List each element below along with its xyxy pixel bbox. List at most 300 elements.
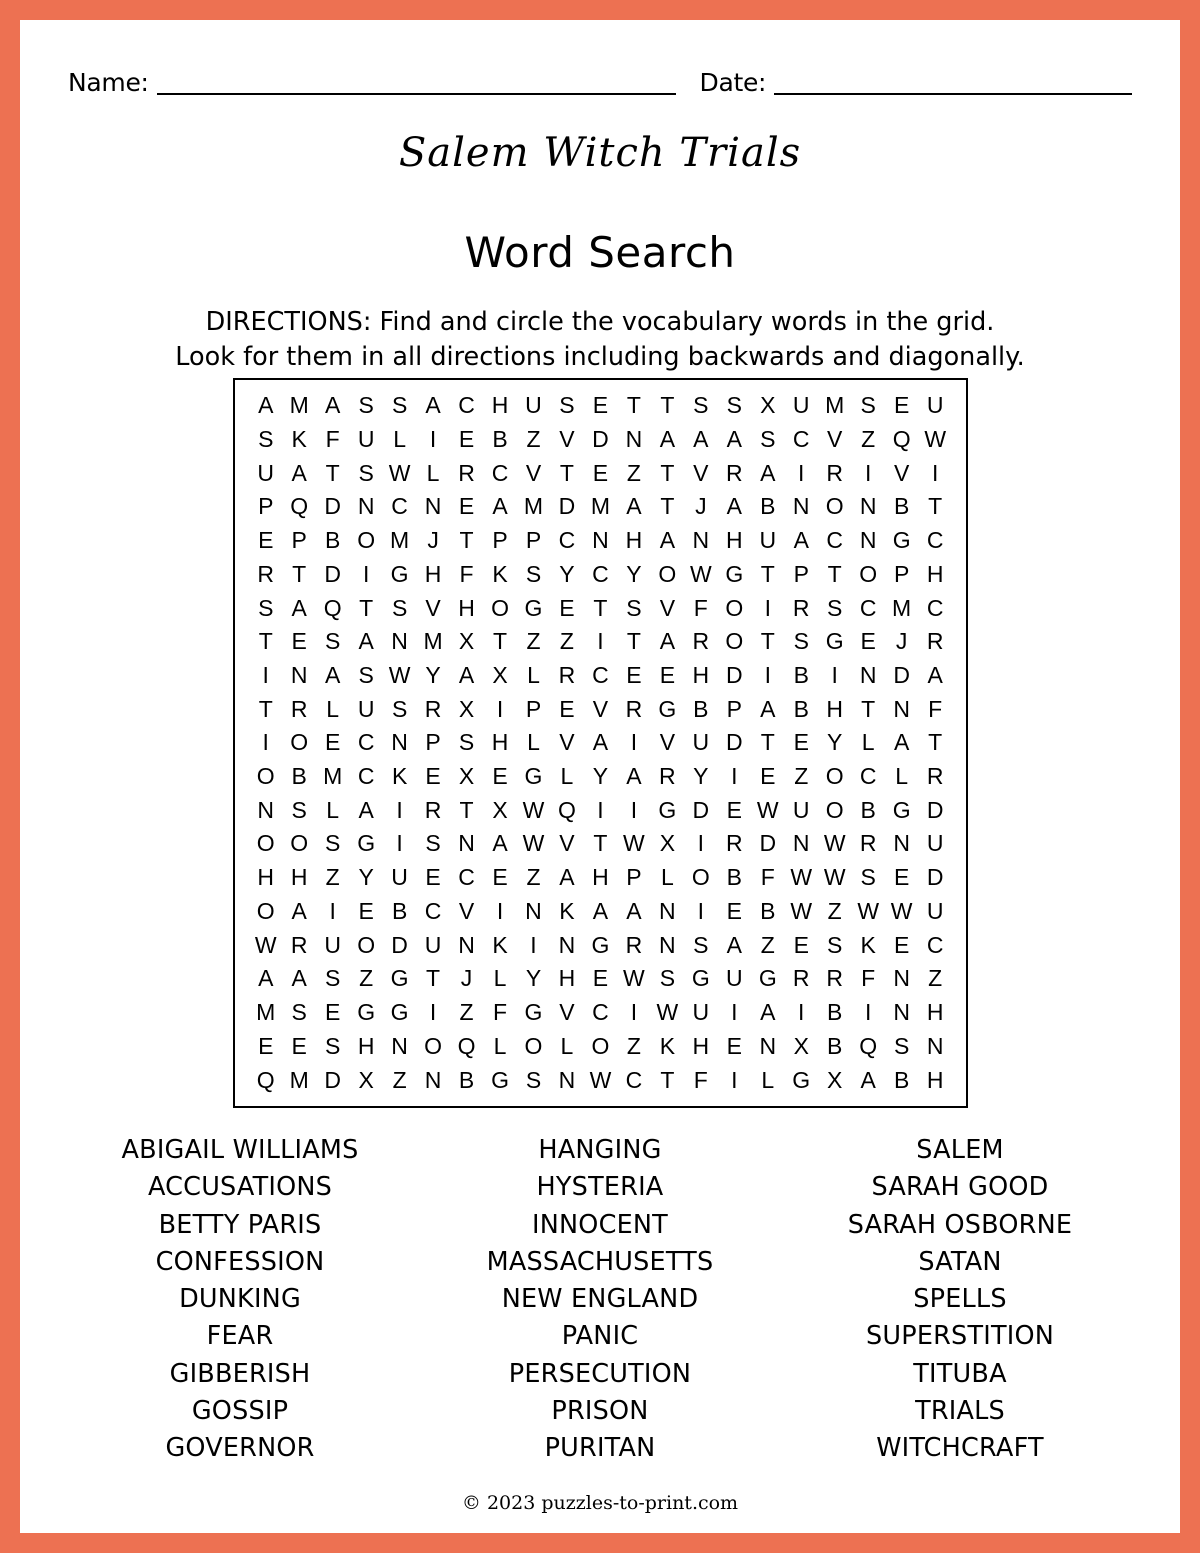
grid-cell[interactable]: Z: [526, 864, 541, 891]
grid-cell[interactable]: T: [258, 628, 273, 655]
grid-cell[interactable]: S: [525, 1066, 542, 1093]
grid-cell[interactable]: Z: [392, 1066, 407, 1093]
grid-cell[interactable]: E: [726, 796, 742, 823]
grid-cell[interactable]: V: [693, 459, 709, 486]
grid-cell[interactable]: N: [859, 493, 877, 520]
grid-cell[interactable]: I: [597, 628, 604, 655]
grid-cell[interactable]: P: [525, 695, 542, 722]
grid-cell[interactable]: H: [692, 1032, 710, 1059]
grid-cell[interactable]: G: [825, 628, 844, 655]
grid-cell[interactable]: L: [895, 763, 909, 790]
grid-cell[interactable]: S: [726, 392, 742, 419]
grid-cell[interactable]: M: [423, 628, 443, 655]
grid-cell[interactable]: S: [391, 392, 408, 419]
grid-cell[interactable]: C: [424, 897, 442, 924]
grid-cell[interactable]: E: [559, 594, 575, 621]
grid-cell[interactable]: C: [357, 729, 375, 756]
grid-cell[interactable]: W: [388, 661, 411, 688]
grid-cell[interactable]: V: [893, 459, 910, 486]
grid-cell[interactable]: W: [823, 830, 846, 857]
grid-cell[interactable]: P: [793, 560, 809, 587]
grid-cell[interactable]: G: [390, 965, 409, 992]
grid-cell[interactable]: P: [626, 864, 642, 891]
grid-cell[interactable]: U: [692, 999, 710, 1025]
grid-cell[interactable]: U: [792, 796, 810, 823]
grid-cell[interactable]: M: [390, 527, 410, 554]
grid-cell[interactable]: T: [325, 459, 340, 486]
grid-cell[interactable]: B: [693, 695, 709, 722]
grid-cell[interactable]: G: [491, 1066, 509, 1093]
grid-cell[interactable]: G: [524, 999, 543, 1025]
grid-cell[interactable]: H: [491, 392, 509, 419]
word-list-item[interactable]: GOVERNOR: [165, 1433, 315, 1464]
grid-cell[interactable]: T: [459, 796, 474, 823]
word-list-item[interactable]: PURITAN: [544, 1433, 656, 1464]
grid-cell[interactable]: I: [798, 459, 805, 486]
grid-cell[interactable]: S: [258, 594, 274, 621]
word-list-item[interactable]: HYSTERIA: [536, 1172, 664, 1203]
grid-cell[interactable]: P: [258, 493, 274, 520]
grid-cell[interactable]: V: [827, 426, 843, 453]
grid-cell[interactable]: R: [458, 459, 475, 486]
grid-cell[interactable]: W: [924, 426, 947, 453]
grid-cell[interactable]: A: [358, 796, 374, 823]
grid-cell[interactable]: N: [424, 1066, 442, 1093]
grid-cell[interactable]: H: [290, 864, 308, 891]
grid-cell[interactable]: M: [825, 392, 845, 419]
grid-cell[interactable]: I: [530, 931, 537, 958]
grid-cell[interactable]: U: [357, 695, 375, 722]
grid-cell[interactable]: N: [659, 931, 676, 958]
grid-cell[interactable]: T: [593, 594, 608, 621]
grid-cell[interactable]: Z: [626, 1032, 641, 1059]
grid-cell[interactable]: R: [659, 763, 676, 790]
grid-cell[interactable]: T: [660, 392, 675, 419]
grid-cell[interactable]: N: [391, 1032, 408, 1059]
grid-cell[interactable]: P: [492, 527, 508, 554]
grid-cell[interactable]: S: [325, 1032, 341, 1059]
grid-cell[interactable]: R: [859, 830, 877, 857]
grid-cell[interactable]: I: [731, 1066, 738, 1093]
grid-cell[interactable]: W: [522, 796, 545, 823]
grid-cell[interactable]: C: [926, 931, 944, 958]
grid-cell[interactable]: Q: [457, 1032, 476, 1059]
grid-cell[interactable]: I: [496, 897, 504, 924]
grid-cell[interactable]: E: [592, 459, 609, 486]
name-write-line[interactable]: [157, 92, 676, 95]
grid-cell[interactable]: G: [691, 965, 710, 992]
grid-cell[interactable]: P: [525, 527, 542, 554]
grid-cell[interactable]: A: [760, 459, 776, 486]
grid-cell[interactable]: R: [725, 459, 743, 486]
grid-cell[interactable]: I: [630, 796, 638, 823]
grid-cell[interactable]: B: [793, 661, 809, 688]
grid-cell[interactable]: S: [693, 931, 709, 958]
grid-cell[interactable]: E: [492, 763, 508, 790]
grid-cell[interactable]: D: [926, 864, 944, 891]
grid-cell[interactable]: O: [825, 763, 844, 790]
grid-cell[interactable]: D: [324, 493, 341, 520]
grid-cell[interactable]: L: [560, 763, 574, 790]
grid-cell[interactable]: E: [425, 864, 441, 891]
grid-cell[interactable]: A: [760, 695, 776, 722]
grid-cell[interactable]: Q: [323, 594, 342, 621]
grid-cell[interactable]: X: [358, 1066, 374, 1093]
grid-cell[interactable]: Z: [827, 897, 842, 924]
grid-cell[interactable]: S: [559, 392, 575, 419]
grid-cell[interactable]: S: [425, 830, 441, 857]
grid-cell[interactable]: I: [630, 999, 638, 1025]
grid-cell[interactable]: I: [931, 459, 939, 486]
grid-cell[interactable]: H: [692, 661, 710, 688]
grid-cell[interactable]: U: [525, 392, 542, 419]
grid-cell[interactable]: C: [926, 527, 944, 554]
word-list-item[interactable]: HANGING: [538, 1135, 662, 1165]
grid-cell[interactable]: C: [859, 594, 877, 621]
grid-cell[interactable]: Q: [256, 1066, 275, 1093]
grid-cell[interactable]: O: [290, 729, 309, 756]
grid-cell[interactable]: X: [492, 796, 508, 823]
grid-cell[interactable]: R: [792, 965, 810, 992]
grid-cell[interactable]: X: [659, 830, 676, 857]
date-write-line[interactable]: [774, 92, 1132, 95]
grid-cell[interactable]: C: [592, 999, 609, 1025]
grid-cell[interactable]: S: [258, 426, 274, 453]
grid-cell[interactable]: E: [793, 931, 809, 958]
grid-cell[interactable]: N: [525, 897, 542, 924]
grid-cell[interactable]: N: [759, 1032, 777, 1059]
grid-cell[interactable]: N: [424, 493, 442, 520]
grid-cell[interactable]: L: [761, 1066, 775, 1093]
word-list-item[interactable]: PRISON: [551, 1396, 649, 1427]
grid-cell[interactable]: D: [324, 1066, 341, 1093]
grid-cell[interactable]: E: [492, 864, 508, 891]
grid-cell[interactable]: S: [827, 594, 843, 621]
grid-cell[interactable]: E: [760, 763, 776, 790]
grid-cell[interactable]: Z: [526, 628, 541, 655]
grid-cell[interactable]: I: [262, 729, 269, 756]
grid-cell[interactable]: A: [860, 1066, 876, 1093]
grid-cell[interactable]: L: [493, 1032, 507, 1059]
grid-cell[interactable]: A: [893, 729, 910, 756]
grid-cell[interactable]: O: [256, 830, 275, 857]
grid-cell[interactable]: N: [893, 999, 910, 1025]
grid-cell[interactable]: B: [893, 1066, 910, 1093]
grid-cell[interactable]: I: [798, 999, 805, 1025]
grid-cell[interactable]: A: [291, 897, 307, 924]
grid-cell[interactable]: Y: [425, 661, 441, 688]
grid-cell[interactable]: I: [831, 661, 838, 688]
grid-cell[interactable]: O: [524, 1032, 543, 1059]
grid-cell[interactable]: W: [823, 864, 846, 891]
grid-cell[interactable]: M: [523, 493, 544, 520]
grid-cell[interactable]: B: [325, 527, 341, 554]
grid-cell[interactable]: G: [892, 796, 911, 823]
grid-cell[interactable]: Z: [526, 426, 541, 453]
grid-cell[interactable]: E: [325, 729, 341, 756]
word-list-item[interactable]: FEAR: [206, 1321, 274, 1352]
grid-cell[interactable]: P: [726, 695, 742, 722]
grid-cell[interactable]: H: [592, 864, 609, 891]
grid-cell[interactable]: N: [692, 527, 710, 554]
grid-cell[interactable]: S: [325, 965, 341, 992]
grid-cell[interactable]: F: [459, 560, 474, 587]
grid-cell[interactable]: N: [893, 965, 910, 992]
grid-cell[interactable]: Y: [525, 965, 542, 992]
grid-cell[interactable]: G: [390, 560, 409, 587]
grid-cell[interactable]: X: [793, 1032, 809, 1059]
grid-cell[interactable]: J: [895, 628, 908, 655]
word-list-item[interactable]: DUNKING: [179, 1284, 301, 1315]
grid-cell[interactable]: A: [458, 661, 475, 688]
grid-cell[interactable]: X: [827, 1066, 843, 1093]
grid-cell[interactable]: G: [390, 999, 409, 1025]
grid-cell[interactable]: I: [764, 594, 771, 621]
word-list-item[interactable]: INNOCENT: [532, 1209, 668, 1240]
grid-cell[interactable]: D: [592, 426, 609, 453]
grid-cell[interactable]: Z: [928, 965, 943, 992]
grid-cell[interactable]: A: [626, 897, 642, 924]
grid-cell[interactable]: A: [659, 628, 676, 655]
grid-cell[interactable]: O: [691, 864, 710, 891]
grid-cell[interactable]: V: [659, 594, 676, 621]
grid-cell[interactable]: N: [792, 493, 810, 520]
grid-cell[interactable]: S: [391, 695, 408, 722]
grid-cell[interactable]: B: [492, 426, 508, 453]
grid-cell[interactable]: R: [826, 459, 844, 486]
grid-cell[interactable]: I: [329, 897, 336, 924]
grid-cell[interactable]: C: [458, 392, 475, 419]
grid-cell[interactable]: I: [496, 695, 504, 722]
grid-cell[interactable]: O: [825, 796, 844, 823]
grid-cell[interactable]: U: [926, 897, 944, 924]
grid-cell[interactable]: U: [792, 392, 810, 419]
grid-cell[interactable]: W: [689, 560, 712, 587]
grid-cell[interactable]: N: [391, 729, 408, 756]
grid-cell[interactable]: S: [358, 392, 374, 419]
grid-cell[interactable]: Z: [459, 999, 474, 1025]
grid-cell[interactable]: K: [559, 897, 575, 924]
grid-cell[interactable]: I: [262, 661, 269, 688]
grid-cell[interactable]: G: [524, 594, 543, 621]
grid-cell[interactable]: U: [324, 931, 341, 958]
grid-cell[interactable]: C: [592, 661, 609, 688]
grid-cell[interactable]: B: [291, 763, 307, 790]
grid-cell[interactable]: R: [926, 763, 944, 790]
grid-cell[interactable]: X: [458, 763, 475, 790]
grid-cell[interactable]: R: [792, 594, 810, 621]
grid-cell[interactable]: B: [458, 1066, 475, 1093]
grid-cell[interactable]: T: [359, 594, 374, 621]
grid-cell[interactable]: T: [660, 1066, 675, 1093]
grid-cell[interactable]: M: [323, 763, 343, 790]
grid-cell[interactable]: M: [590, 493, 610, 520]
grid-cell[interactable]: E: [893, 392, 910, 419]
grid-cell[interactable]: Y: [827, 729, 843, 756]
grid-cell[interactable]: C: [859, 763, 877, 790]
grid-cell[interactable]: A: [325, 661, 341, 688]
grid-cell[interactable]: T: [861, 695, 876, 722]
grid-cell[interactable]: G: [658, 796, 677, 823]
word-list-item[interactable]: GIBBERISH: [169, 1358, 311, 1389]
grid-cell[interactable]: G: [725, 560, 744, 587]
grid-cell[interactable]: U: [725, 965, 743, 992]
grid-cell[interactable]: N: [257, 796, 275, 823]
grid-cell[interactable]: A: [793, 527, 809, 554]
grid-cell[interactable]: S: [325, 628, 341, 655]
grid-cell[interactable]: O: [725, 594, 744, 621]
grid-cell[interactable]: N: [558, 931, 576, 958]
grid-cell[interactable]: A: [291, 594, 307, 621]
grid-cell[interactable]: L: [660, 864, 674, 891]
grid-cell[interactable]: K: [860, 931, 876, 958]
grid-cell[interactable]: B: [760, 493, 776, 520]
grid-cell[interactable]: U: [759, 527, 777, 554]
grid-cell[interactable]: H: [725, 527, 743, 554]
grid-cell[interactable]: W: [254, 931, 277, 958]
grid-cell[interactable]: F: [693, 1066, 708, 1093]
word-list-item[interactable]: SARAH OSBORNE: [847, 1209, 1073, 1240]
grid-cell[interactable]: C: [357, 763, 375, 790]
grid-cell[interactable]: I: [697, 830, 705, 857]
word-list-item[interactable]: GOSSIP: [191, 1396, 289, 1427]
grid-cell[interactable]: E: [592, 965, 609, 992]
grid-cell[interactable]: S: [525, 560, 542, 587]
grid-cell[interactable]: E: [592, 392, 609, 419]
grid-cell[interactable]: Y: [592, 763, 609, 790]
grid-cell[interactable]: F: [861, 965, 876, 992]
grid-cell[interactable]: C: [625, 1066, 643, 1093]
grid-cell[interactable]: T: [827, 560, 842, 587]
grid-cell[interactable]: H: [257, 864, 275, 891]
grid-cell[interactable]: D: [324, 560, 341, 587]
grid-cell[interactable]: A: [693, 426, 709, 453]
grid-cell[interactable]: T: [459, 527, 474, 554]
grid-cell[interactable]: M: [256, 999, 276, 1025]
grid-cell[interactable]: R: [692, 628, 710, 655]
grid-cell[interactable]: I: [429, 426, 437, 453]
word-list-item[interactable]: BETTY PARIS: [158, 1209, 322, 1240]
grid-cell[interactable]: H: [491, 729, 509, 756]
grid-cell[interactable]: H: [625, 527, 643, 554]
grid-cell[interactable]: E: [726, 1032, 742, 1059]
grid-cell[interactable]: O: [357, 527, 376, 554]
grid-cell[interactable]: T: [426, 965, 441, 992]
grid-cell[interactable]: E: [893, 864, 910, 891]
grid-cell[interactable]: S: [860, 392, 876, 419]
grid-cell[interactable]: Z: [760, 931, 775, 958]
grid-cell[interactable]: L: [393, 426, 406, 453]
grid-cell[interactable]: K: [492, 560, 508, 587]
grid-cell[interactable]: P: [893, 560, 910, 587]
word-list-item[interactable]: PANIC: [561, 1321, 639, 1352]
grid-cell[interactable]: T: [258, 695, 273, 722]
grid-cell[interactable]: R: [625, 695, 643, 722]
grid-cell[interactable]: A: [559, 864, 575, 891]
grid-cell[interactable]: A: [258, 965, 274, 992]
grid-cell[interactable]: W: [623, 830, 645, 857]
grid-cell[interactable]: G: [892, 527, 911, 554]
grid-cell[interactable]: V: [559, 426, 575, 453]
grid-cell[interactable]: I: [429, 999, 437, 1025]
grid-cell[interactable]: S: [860, 864, 876, 891]
grid-cell[interactable]: N: [558, 1066, 576, 1093]
grid-cell[interactable]: C: [558, 527, 576, 554]
grid-cell[interactable]: K: [659, 1032, 676, 1059]
grid-cell[interactable]: L: [326, 796, 340, 823]
grid-cell[interactable]: I: [697, 897, 705, 924]
grid-cell[interactable]: E: [626, 661, 642, 688]
grid-cell[interactable]: D: [926, 796, 944, 823]
grid-cell[interactable]: C: [391, 493, 408, 520]
grid-cell[interactable]: P: [425, 729, 441, 756]
word-list-item[interactable]: PERSECUTION: [508, 1358, 692, 1389]
grid-cell[interactable]: Y: [358, 864, 374, 891]
grid-cell[interactable]: B: [827, 999, 843, 1025]
grid-cell[interactable]: S: [659, 965, 676, 992]
grid-cell[interactable]: E: [458, 493, 475, 520]
grid-cell[interactable]: L: [426, 459, 440, 486]
grid-cell[interactable]: N: [290, 661, 308, 688]
grid-cell[interactable]: C: [491, 459, 509, 486]
grid-cell[interactable]: C: [592, 560, 609, 587]
word-list-item[interactable]: SATAN: [918, 1246, 1002, 1277]
grid-cell[interactable]: G: [658, 695, 677, 722]
grid-cell[interactable]: T: [660, 459, 675, 486]
grid-cell[interactable]: S: [693, 392, 709, 419]
grid-cell[interactable]: E: [425, 763, 441, 790]
word-list-item[interactable]: SALEM: [916, 1135, 1004, 1165]
grid-cell[interactable]: S: [626, 594, 642, 621]
grid-cell[interactable]: O: [491, 594, 509, 621]
grid-cell[interactable]: Y: [693, 763, 709, 790]
grid-cell[interactable]: S: [893, 1032, 910, 1059]
grid-cell[interactable]: O: [859, 560, 878, 587]
grid-cell[interactable]: I: [597, 796, 604, 823]
grid-cell[interactable]: L: [527, 729, 540, 756]
grid-cell[interactable]: B: [726, 864, 742, 891]
grid-cell[interactable]: U: [692, 729, 710, 756]
grid-cell[interactable]: Y: [559, 560, 575, 587]
grid-cell[interactable]: F: [928, 695, 943, 722]
grid-cell[interactable]: T: [760, 729, 775, 756]
grid-cell[interactable]: G: [758, 965, 777, 992]
grid-cell[interactable]: S: [793, 628, 809, 655]
grid-cell[interactable]: E: [325, 999, 341, 1025]
grid-cell[interactable]: R: [257, 560, 275, 587]
grid-cell[interactable]: L: [861, 729, 875, 756]
grid-cell[interactable]: X: [458, 628, 475, 655]
word-list-item[interactable]: NEW ENGLAND: [501, 1284, 699, 1315]
grid-cell[interactable]: B: [827, 1032, 843, 1059]
grid-cell[interactable]: V: [458, 897, 475, 924]
grid-cell[interactable]: N: [391, 628, 408, 655]
grid-cell[interactable]: R: [424, 796, 442, 823]
grid-cell[interactable]: S: [291, 796, 307, 823]
grid-cell[interactable]: F: [492, 999, 508, 1025]
grid-cell[interactable]: D: [692, 796, 710, 823]
grid-cell[interactable]: Z: [325, 864, 340, 891]
word-list-item[interactable]: TRIALS: [915, 1396, 1005, 1427]
grid-cell[interactable]: W: [388, 459, 411, 486]
grid-cell[interactable]: N: [859, 661, 877, 688]
grid-cell[interactable]: S: [760, 426, 776, 453]
grid-cell[interactable]: H: [558, 965, 576, 992]
grid-cell[interactable]: P: [291, 527, 307, 554]
grid-cell[interactable]: D: [725, 729, 743, 756]
grid-cell[interactable]: D: [391, 931, 408, 958]
grid-cell[interactable]: A: [291, 965, 307, 992]
